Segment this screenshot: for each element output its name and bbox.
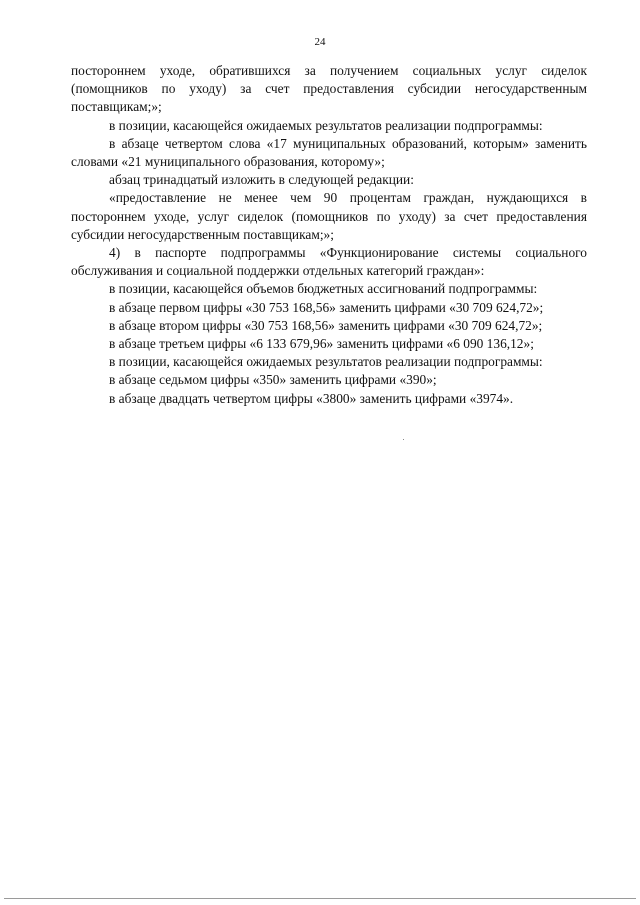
paragraph-6: 4) в паспорте подпрограммы «Функционирование системы социального обслуживания и социальной поддержки отдельных категорий граждан»: xyxy=(71,245,587,279)
paragraph-9: в абзаце втором цифры «30 753 168,56» заменить цифрами «30 709 624,72»; xyxy=(109,317,543,333)
paragraph-11: в позиции, касающейся ожидаемых результатов реализации подпрограммы: xyxy=(109,354,543,370)
document-body xyxy=(71,62,587,408)
paragraph-13: в абзаце двадцать четвертом цифры «3800» заменить цифрами «3974». xyxy=(109,390,514,406)
page-number: 24 xyxy=(314,36,326,48)
paragraph-12: в абзаце седьмом цифры «350» заменить цифрами «390»; xyxy=(109,372,437,388)
paragraph-2: в позиции, касающейся ожидаемых результатов реализации подпрограммы: xyxy=(109,117,543,133)
paragraph-1: постороннем уходе, обратившихся за получением социальных услуг сиделок (помощников по уходу) за счет предоставления субсидии негосударственным поставщикам;»; xyxy=(71,63,587,115)
paragraph-10: в абзаце третьем цифры «6 133 679,96» заменить цифрами «6 090 136,12»; xyxy=(109,336,534,352)
paragraph-8: в абзаце первом цифры «30 753 168,56» заменить цифрами «30 709 624,72»; xyxy=(109,299,544,315)
paragraph-7: в позиции, касающейся объемов бюджетных ассигнований подпрограммы: xyxy=(109,281,538,297)
paragraph-5: «предоставление не менее чем 90 процентам граждан, нуждающихся в постороннем уходе, услуг сиделок (помощников по уходу) за счет предоставления субсидии негосударственным поставщикам;»; xyxy=(71,190,587,242)
paragraph-3: в абзаце четвертом слова «17 муниципальных образований, которым» заменить словами «21 муниципального образования, которому»; xyxy=(71,135,587,170)
paragraph-4: абзац тринадцатый изложить в следующей редакции: xyxy=(109,172,414,188)
scan-speck xyxy=(403,439,404,440)
bottom-page-edge xyxy=(4,898,636,899)
